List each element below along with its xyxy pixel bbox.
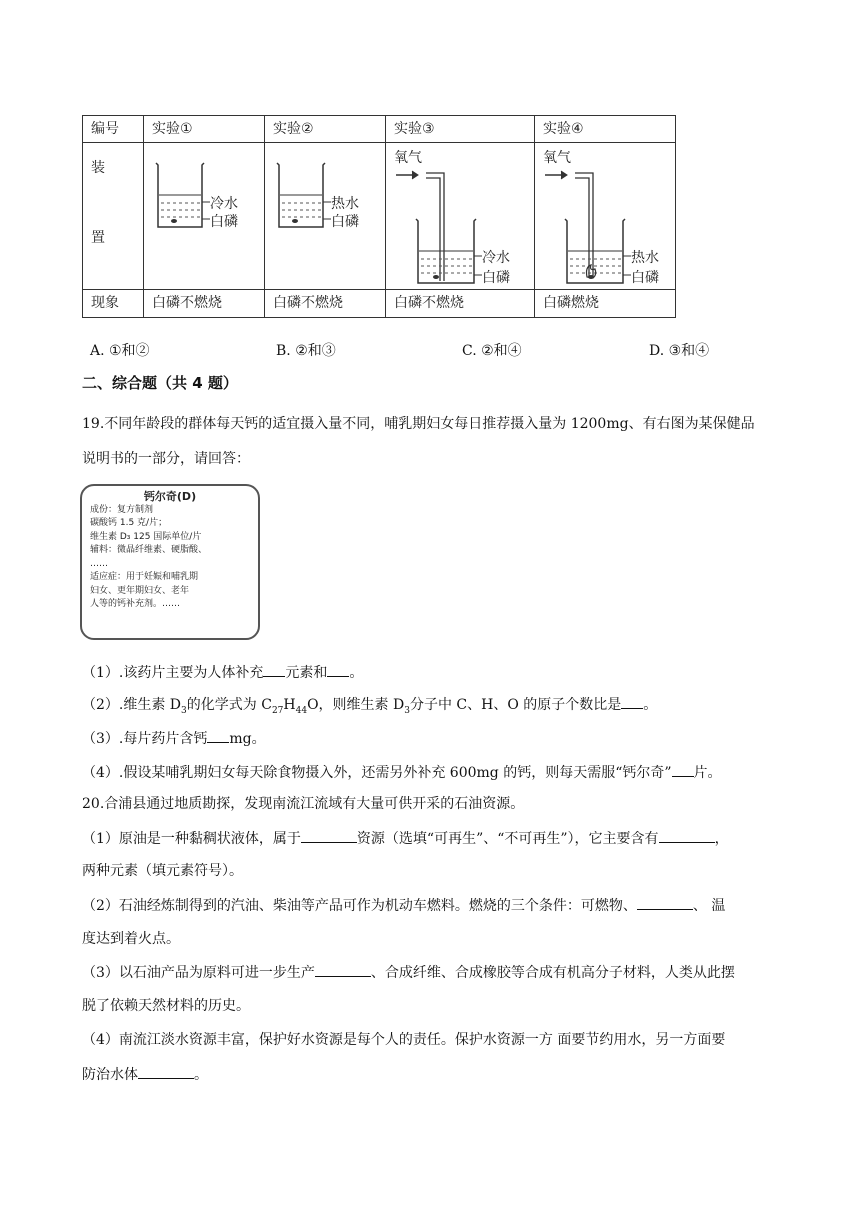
beaker-diagram xyxy=(144,143,256,289)
q19-sub1: （1）.该药片主要为人体补充 元素和 。 xyxy=(82,662,363,683)
apparatus-cell-4 xyxy=(535,143,676,290)
oxygen-label: 氧气 xyxy=(543,150,571,166)
apparatus-cell-3 xyxy=(386,143,535,290)
header-cell: 实验③ xyxy=(386,116,535,143)
q20-part2-line1: （2）石油经炼制得到的汽油、柴油等产品可作为机动车燃料。燃烧的三个条件：可燃物、 、 温 xyxy=(82,895,725,916)
card-title: 钙尔奇(D) xyxy=(143,490,197,503)
q19-sub3: （3）.每片药片含钙 mg。 xyxy=(82,728,266,749)
header-cell: 实验② xyxy=(265,116,386,143)
card-line: 碳酸钙 1.5 克/片； xyxy=(90,518,168,528)
row-label-bottom: 置 xyxy=(91,230,105,246)
apparatus-cell-2 xyxy=(265,143,386,290)
liquid-label: 冷水 xyxy=(210,196,238,212)
answer-blank[interactable] xyxy=(315,962,371,977)
card-line: 适应症：用于妊娠和哺乳期 xyxy=(90,572,199,582)
q20-intro: 20.合浦县通过地质勘探，发现南流江流域有大量可供开采的石油资源。 xyxy=(82,796,525,812)
header-cell: 实验④ xyxy=(535,116,676,143)
table-header-row xyxy=(83,116,676,143)
card-line: …… xyxy=(90,558,108,569)
liquid-label: 冷水 xyxy=(482,250,510,266)
solid-label: 白磷 xyxy=(331,214,359,230)
option-a[interactable]: A. ①和② xyxy=(90,343,150,359)
observation-row xyxy=(83,290,676,318)
q20-part3-line1: （3）以石油产品为原料可进一步生产 、合成纤维、合成橡胶等合成有机高分子材料，人类从此摆 xyxy=(82,962,735,983)
observation-cell: 白磷不燃烧 xyxy=(144,290,265,318)
solid-label: 白磷 xyxy=(631,270,659,286)
observation-cell: 白磷燃烧 xyxy=(535,290,676,318)
answer-blank[interactable] xyxy=(637,895,693,910)
apparatus-cell-1 xyxy=(144,143,265,290)
q20-part1-line2: 两种元素（填元素符号）。 xyxy=(82,863,243,879)
card-line: 辅料：微晶纤维素、硬脂酸、 xyxy=(90,545,208,555)
answer-blank[interactable] xyxy=(659,828,715,843)
q19-line2: 说明书的一部分，请回答： xyxy=(82,451,250,467)
q20-part3-line2: 脱了依赖天然材料的历史。 xyxy=(82,998,250,1014)
q20-part1-line1: （1）原油是一种黏稠状液体，属于 资源（选填“可再生”、“不可再生”），它主要含有 ， xyxy=(82,828,729,849)
option-b[interactable]: B. ②和③ xyxy=(276,343,336,359)
solid-label: 白磷 xyxy=(482,270,510,286)
card-line: 成份：复方制剂 xyxy=(90,504,154,515)
solid-label: 白磷 xyxy=(210,214,238,230)
experiment-table xyxy=(82,115,676,318)
q20-part4-line2: 防治水体 。 xyxy=(82,1064,208,1085)
answer-blank[interactable] xyxy=(263,662,285,677)
q19-line1: 19.不同年龄段的群体每天钙的适宜摄入量不同，哺乳期妇女每日推荐摄入量为 1200mg、有右图为某保健品 xyxy=(82,416,755,432)
observation-cell: 白磷不燃烧 xyxy=(386,290,535,318)
supplement-label-card xyxy=(80,484,260,640)
answer-blank[interactable] xyxy=(621,694,643,709)
answer-blank[interactable] xyxy=(138,1064,194,1079)
card-line: 妇女、更年期妇女、老年 xyxy=(90,585,190,596)
q20-part2-line2: 度达到着火点。 xyxy=(82,931,180,947)
observation-label: 现象 xyxy=(83,290,144,318)
header-cell: 实验① xyxy=(144,116,265,143)
oxygen-label: 氧气 xyxy=(394,150,422,166)
answer-blank[interactable] xyxy=(672,762,694,777)
observation-cell: 白磷不燃烧 xyxy=(265,290,386,318)
answer-blank[interactable] xyxy=(327,662,349,677)
option-d[interactable]: D. ③和④ xyxy=(649,343,710,359)
liquid-label: 热水 xyxy=(331,196,359,212)
answer-blank[interactable] xyxy=(207,728,229,743)
card-line: 维生素 D₃ 125 国际单位/片 xyxy=(90,531,202,542)
section-title: 二、综合题（共 4 题） xyxy=(82,374,238,392)
q19-sub2: （2）.维生素 $D_3$的化学式为 $C_{27}H_{44}O$，则维生素 $D_3$分子中 C、H、O 的原子个数比是 。 xyxy=(82,694,657,721)
header-cell: 编号 xyxy=(83,116,144,143)
row-label-top: 装 xyxy=(91,160,105,176)
beaker-diagram xyxy=(265,143,377,289)
option-c[interactable]: C. ②和④ xyxy=(462,343,522,359)
q19-sub4: （4）.假设某哺乳期妇女每天除食物摄入外，还需另外补充 600mg 的钙，则每天需服“钙尔奇” 片。 xyxy=(82,762,722,783)
apparatus-row xyxy=(83,143,676,290)
answer-blank[interactable] xyxy=(301,828,357,843)
q20-part4-line1: （4）南流江淡水资源丰富，保护好水资源是每个人的责任。保护水资源一方 面要节约用水，另一方面要 xyxy=(82,1032,726,1048)
card-line: 人等的钙补充剂。…… xyxy=(90,599,181,609)
liquid-label: 热水 xyxy=(631,250,659,266)
